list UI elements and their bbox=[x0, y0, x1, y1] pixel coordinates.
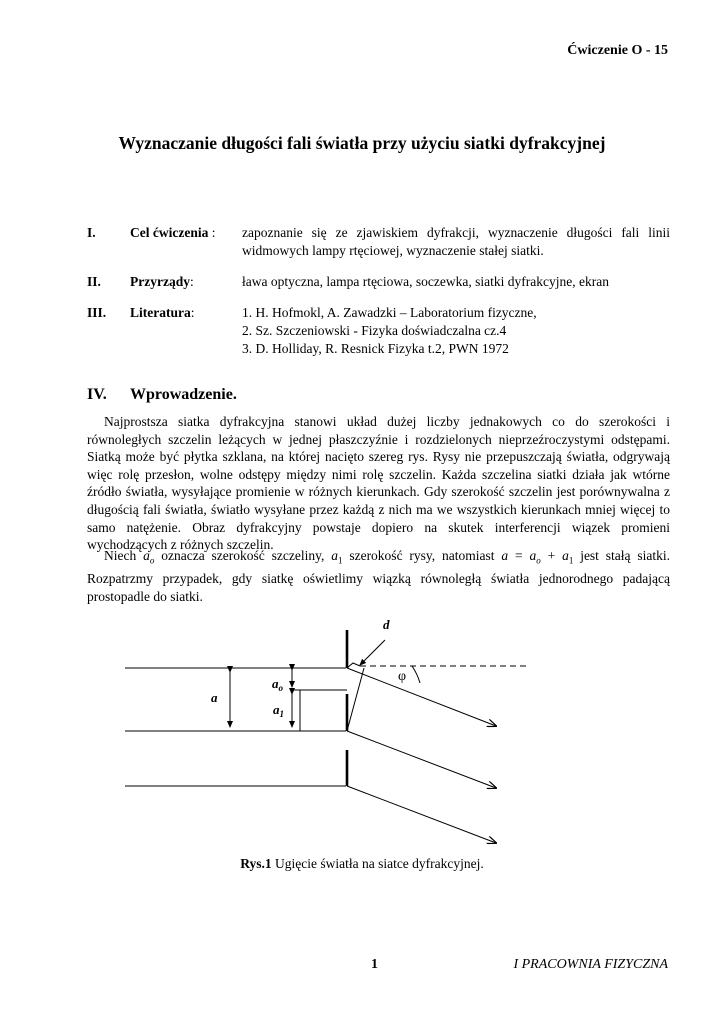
section-label-literatura: Literatura: bbox=[130, 305, 195, 320]
section-heading-intro: Wprowadzenie. bbox=[130, 386, 237, 403]
section-number-intro: IV. bbox=[87, 386, 107, 403]
literature-item: 1. H. Hofmokl, A. Zawadzki – Laboratorium fizyczne, bbox=[242, 305, 537, 320]
section-label-cel: Cel ćwiczenia : bbox=[130, 225, 216, 240]
diffraction-grating-figure bbox=[0, 610, 724, 850]
section-text-przyrzady: ława optyczna, lampa rtęciowa, soczewka, siatki dyfrakcyjne, ekran bbox=[242, 274, 609, 289]
section-text-cel: zapoznanie się ze zjawiskiem dyfrakcji, wyznaczenie długości fali linii widmowych lampy rtęciowej, wyznaczenie stałej siatki. bbox=[242, 225, 670, 258]
path-difference-line bbox=[347, 668, 364, 731]
literature-list bbox=[242, 304, 670, 358]
label-a1: $a_1$ bbox=[273, 702, 284, 719]
angle-arc bbox=[412, 666, 420, 683]
d-pointer bbox=[360, 640, 385, 665]
diffracted-ray bbox=[347, 731, 496, 788]
intro-paragraph-1: Najprostsza siatka dyfrakcyjna stanowi układ dużej liczby jednakowych co do szerokości i równoległych szczelin leżących w jednej płaszczyźnie i rozdzielonych nieprzeźroczystymi odstępami. Siatką może być płytka szklana, na której nacięto szereg rys. Rysy nie przepuszczają światła, odgrywają więc rolę przesłon, wolne odstępy między nimi rolę szczelin. Każda szczelina siatki działa jak wtórne źródło światła, wysyłające promienie w różnych kierunkach. Gdy szerokość szczelin jest porównywalna z długością fali światła, światło wysyłane przez każdą z nich ma we wszystkich kierunkach mniej więcej to samo natężenie. Obraz dyfrakcyjny powstaje dopiero na skutek interferencji wiązek promieni wychodzących z różnych szczelin. bbox=[87, 414, 670, 553]
literature-item: 3. D. Holliday, R. Resnick Fizyka t.2, PWN 1972 bbox=[242, 341, 509, 356]
label-a: a bbox=[211, 690, 218, 705]
section-label-przyrzady: Przyrządy: bbox=[130, 274, 194, 289]
section-number-literatura: III. bbox=[87, 305, 107, 320]
label-d: d bbox=[383, 617, 390, 632]
diffracted-ray bbox=[347, 668, 496, 726]
intro-paragraph-2: Niech $a_o$ oznacza szerokość szczeliny, $a_1$ szerokość rysy, natomiast $a = a_o + a_1$ jest stałą siatki. Rozpatrzmy przypadek, gdy siatkę oświetlimy wiązką równoległą światła jednorodnego padającą prostopadle do siatki. bbox=[87, 548, 671, 604]
section-number-przyrzady: II. bbox=[87, 274, 101, 289]
label-ao: $a_o$ bbox=[272, 676, 283, 693]
lab-name: I PRACOWNIA FIZYCZNA bbox=[513, 957, 668, 972]
page-number: 1 bbox=[371, 957, 378, 972]
path-difference-marker bbox=[347, 663, 360, 668]
diffracted-ray bbox=[347, 786, 496, 843]
literature-item: 2. Sz. Szczeniowski - Fizyka doświadczalna cz.4 bbox=[242, 323, 507, 338]
section-number-cel: I. bbox=[87, 225, 96, 240]
figure-caption: Rys.1 Ugięcie światła na siatce dyfrakcyjnej. bbox=[240, 856, 484, 871]
label-phi: φ bbox=[398, 669, 407, 684]
document-title: Wyznaczanie długości fali światła przy użyciu siatki dyfrakcyjnej bbox=[118, 133, 606, 153]
exercise-code: Ćwiczenie O - 15 bbox=[567, 43, 668, 58]
